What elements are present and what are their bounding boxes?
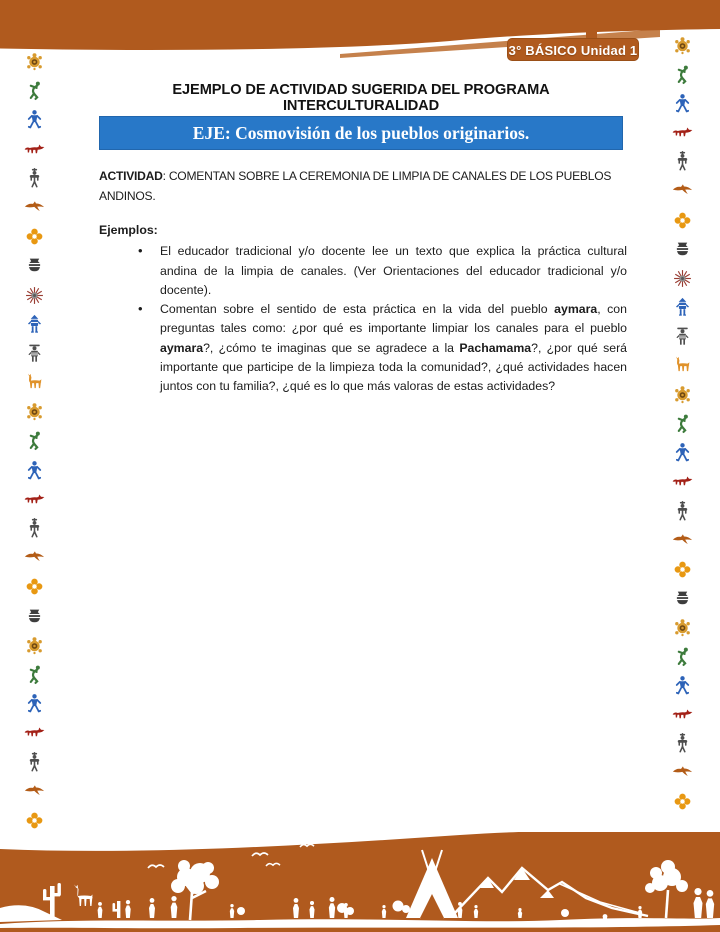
diamond-icon <box>24 810 45 831</box>
fox-icon <box>672 704 693 725</box>
turtle-icon <box>672 617 693 638</box>
condor-icon <box>672 180 693 201</box>
page-title: EJEMPLO DE ACTIVIDAD SUGERIDA DEL PROGRAMA INTERCULTURALIDAD <box>172 82 550 114</box>
shaman-icon <box>24 168 45 189</box>
bullet-marker: • <box>138 301 143 317</box>
pot-icon <box>24 255 45 276</box>
examples-heading: Ejemplos: <box>99 223 158 237</box>
diamond-icon <box>672 791 693 812</box>
blue-figure-icon <box>672 93 693 114</box>
diamond-icon <box>24 226 45 247</box>
gray-chief-icon <box>672 326 693 347</box>
llama-icon <box>672 355 693 376</box>
sun-icon <box>24 285 45 306</box>
diamond-icon <box>672 559 693 580</box>
fox-icon <box>24 139 45 160</box>
right-pictogram-column <box>671 35 693 812</box>
blue-figure-icon <box>24 109 45 130</box>
condor-icon <box>672 762 693 783</box>
left-pictogram-column <box>23 51 45 831</box>
blue-figure-icon <box>672 675 693 696</box>
sun-icon <box>672 268 693 289</box>
example-bullet: • El educador tradicional y/o docente lee un texto que explica la práctica cultural andina de la limpia de canales. (Ver Orientaciones del educador tradicional y/o docente). <box>138 243 627 297</box>
landscape-illustration <box>0 832 720 932</box>
blue-chief-icon <box>672 297 693 318</box>
turtle-icon <box>24 401 45 422</box>
condor-icon <box>672 530 693 551</box>
dancer-icon <box>24 664 45 685</box>
activity-label: ACTIVIDAD <box>99 169 163 183</box>
eje-banner: EJE: Cosmovisión de los pueblos originarios. <box>99 116 623 150</box>
diamond-icon <box>24 576 45 597</box>
blue-figure-icon <box>672 442 693 463</box>
pot-icon <box>24 606 45 627</box>
fox-icon <box>672 122 693 143</box>
turtle-icon <box>24 51 45 72</box>
condor-icon <box>24 197 45 218</box>
shaman-icon <box>672 151 693 172</box>
condor-icon <box>24 781 45 802</box>
shaman-icon <box>24 752 45 773</box>
examples-list <box>99 242 627 396</box>
llama-icon <box>24 372 45 393</box>
condor-icon <box>24 547 45 568</box>
shaman-icon <box>672 501 693 522</box>
blue-chief-icon <box>24 314 45 335</box>
unit-tag: 3° BÁSICO Unidad 1 <box>507 38 639 61</box>
dancer-icon <box>672 646 693 667</box>
example-bullet: • Comentan sobre el sentido de esta práctica en la vida del pueblo aymara, con preguntas tales como: ¿por qué es importante limpiar los canales para el pueblo aymara?, ¿cómo te imaginas que se agradece a la Pachamama?, ¿por qué será importante que participe de la limpieza toda la comunidad?, ¿qué actividades hacen juntos con tu familia?, ¿qué es lo que más valoras de estas actividades? <box>138 301 628 394</box>
activity-text: : COMENTAN SOBRE LA CEREMONIA DE LIMPIA DE CANALES DE LOS PUEBLOS ANDINOS. <box>99 169 612 203</box>
fox-icon <box>24 722 45 743</box>
dancer-icon <box>672 64 693 85</box>
shaman-icon <box>24 518 45 539</box>
activity-line <box>99 167 626 206</box>
fox-icon <box>24 489 45 510</box>
pot-icon <box>672 239 693 260</box>
turtle-icon <box>24 635 45 656</box>
turtle-icon <box>672 35 693 56</box>
blue-figure-icon <box>24 693 45 714</box>
fox-icon <box>672 471 693 492</box>
shaman-icon <box>672 733 693 754</box>
turtle-icon <box>672 384 693 405</box>
gray-chief-icon <box>24 343 45 364</box>
bullet-marker: • <box>138 243 143 259</box>
dancer-icon <box>24 430 45 451</box>
dancer-icon <box>672 413 693 434</box>
blue-figure-icon <box>24 460 45 481</box>
diamond-icon <box>672 210 693 231</box>
examples-block <box>99 221 627 397</box>
dancer-icon <box>24 80 45 101</box>
pot-icon <box>672 588 693 609</box>
